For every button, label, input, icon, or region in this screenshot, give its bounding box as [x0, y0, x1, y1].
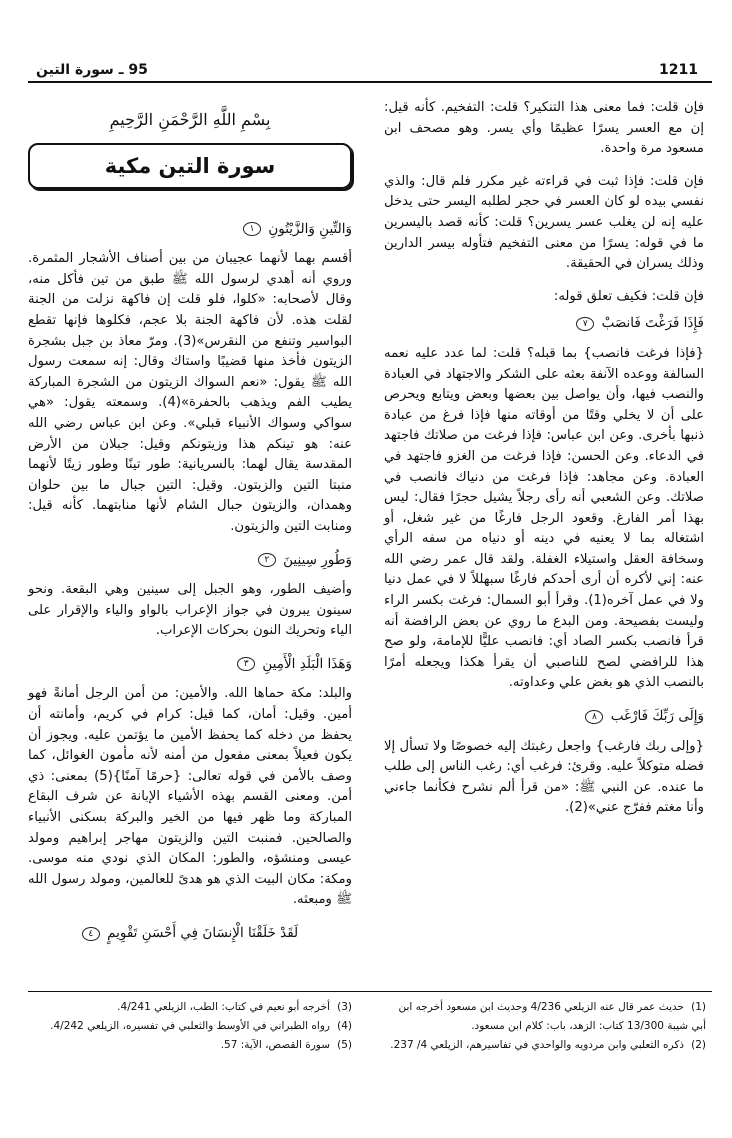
quran-verse — [28, 654, 352, 675]
footnote-rule — [28, 991, 712, 992]
paragraph: فإن قلت: فإذا ثبت في قراءته غير مكرر فلم قال: والذي نفسي بيده لو كان العسر في حجر لطلبه اليسر حتى يدخل عليه إنه لن يغلب عسر يسرين؟ قلت: كأنه قصد باليسرين ما في قوله: يسرًا من معنى التفخيم فتأوله بيسر الدارين وذلك يسران في الحقيقة. — [384, 173, 704, 272]
basmala: بِسْمِ اللَّهِ الرَّحْمَنِ الرَّحِيمِ — [109, 110, 271, 129]
footnote-number: (3) — [337, 1001, 352, 1013]
verse-text: فَإِذَا فَرَغْتَ فَانصَبْ — [601, 315, 704, 332]
verse-number: ٤ — [82, 927, 100, 941]
sura-title-box — [28, 143, 352, 189]
verse-number: ٨ — [585, 710, 603, 724]
footnote — [28, 1017, 352, 1036]
quran-verse — [28, 923, 352, 944]
verse-text: وَطُورِ سِينِينَ — [283, 551, 352, 568]
paragraph: فإن قلت: فما معنى هذا التنكير؟ قلت: التفخيم. كأنه قيل: إن مع العسر يسرًا عظيمًا وأي يسر. وهو مصحف ابن مسعود مرة واحدة. — [384, 100, 704, 157]
quran-verse — [384, 313, 704, 334]
footnote-text: رواه الطبراني في الأوسط والثعلبي في تفسيره، الزيلعي 4/242. — [50, 1020, 330, 1032]
paragraph: والبلد: مكة حماها الله. والأمين: من أمن الرجل أمانةً فهو أمين. وقيل: أمان، كما قيل: كرام في كريم، وأمانته أن يحفظ من دخله كما يحفظ الأمين ما يؤتمن عليه. ويجوز أن يكون فعيلاً بمعنى مفعول من أمنه لأنه مأمون الغوائل، كما وصف بالأمن في قوله تعالى: {حرمًا آمنًا}(5) بمعنى: ذي أمن. ومعنى القسم بهذه الأشياء الإبانة عن شرف البقاع المباركة وما ظهر فيها من الخير والبركة بسكنى الأنبياء والصالحين. فمنبت التين والزيتون مهاجر إبراهيم ومولد عيسى ومنشؤه، والطور: المكان الذي نودي منه موسى. ومكة: مكان البيت الذي هو هدىً للعالمين، ومولد رسول الله ﷺ ومبعثه. — [28, 686, 352, 908]
footnote-text: أخرجه أبو نعيم في كتاب: الطب، الزيلعي 4/241. — [117, 1001, 330, 1013]
quran-verse — [28, 219, 352, 240]
right-column — [384, 98, 704, 831]
verse-number: ١ — [243, 222, 261, 236]
verse-text: لَقَدْ خَلَقْنَا الْإِنسَانَ فِي أَحْسَنِ تَقْوِيمٍ — [107, 925, 299, 941]
quran-verse — [384, 706, 704, 727]
footnotes-right — [388, 998, 706, 1055]
paragraph: فإن قلت: فكيف تعلق قوله: — [553, 288, 704, 304]
footnote — [28, 1036, 352, 1055]
footnote-text: ذكره الثعلبي وابن مردويه والواحدي في تفاسيرهم، الزيلعي 4/ 237. — [390, 1039, 684, 1051]
sura-title: سورة التين مكية — [104, 153, 276, 178]
page-number: 1211 — [659, 62, 698, 78]
running-sura-title: 95 ـ سورة التين — [36, 62, 148, 78]
page-header — [28, 60, 712, 84]
footnote-number: (2) — [691, 1039, 706, 1051]
paragraph: وأضيف الطور، وهو الجبل إلى سينين وهي البقعة. ونحو سينون يبرون في جواز الإعراب بالواو والياء والإقرار على الياء وتحريك النون بحركات الإعراب. — [28, 582, 352, 639]
quran-verse — [28, 550, 352, 571]
verse-text: وَالتِّينِ وَالزَّيْتُونِ — [268, 220, 352, 237]
footnote — [388, 1036, 706, 1055]
verse-number: ٢ — [258, 553, 276, 567]
paragraph: {وإلى ربك فارغب} واجعل رغبتك إليه خصوصًا ولا تسأل إلا فضله متوكلاً عليه. وقرئ: فرغب أي: رغب الناس إلى طلب ما عنده. عن النبي ﷺ: «من قرأ ألم نشرح فكأنما جاءني وأنا مغتم ففرّج عني»(2). — [384, 738, 704, 816]
footnote-text: سورة القصص، الآية: 57. — [220, 1039, 330, 1051]
paragraph: أقسم بهما لأنهما عجيبان من بين أصناف الأشجار المثمرة. وروي أنه أهدي لرسول الله ﷺ طبق من تين فأكل منه، وقال لأصحابه: «كلوا، فلو قلت إن فاكهة نزلت من الجنة لقلت هذه. لأن فاكهة الجنة بلا عجم، فكلوها فإنها تقطع البواسير وتنفع من النقرس»(3). ومرّ معاذ بن جبل بشجرة الزيتون فأخذ منها قضيبًا واستاك وقال: إنه سمعت رسول الله ﷺ يقول: «نعم السواك الزيتون من الشجرة المباركة يطيب الفم ويذهب بالحفرة»(4). وسمعته يقول: «هي سواكي وسواك الأنبياء قبلي». وعن ابن عباس رضي الله عنه: هو تينكم هذا وزيتونكم وقيل: جبلان من الأرض المقدسة يقال لهما: بالسريانية: طور تينًا وطور زيتًا لأنهما منبتا التين والزيتون. وقيل: التين جبال ما بين حلوان وهمدان، والزيتون جبال الشام لأنها منابتهما. كأنه قيل: ومنابت التين والزيتون. — [28, 251, 353, 534]
verse-number: ٧ — [576, 317, 594, 331]
verse-text: وَهَذَا الْبَلَدِ الْأَمِينِ — [262, 655, 352, 672]
left-column — [28, 110, 352, 954]
paragraph: {فإذا فرغت فانصب} بما قبله؟ قلت: لما عدد عليه نعمه السالفة ووعده الآنفة بعثه على الشكر والاجتهاد في العبادة والنصب فيها، وأن يواصل بين بعضها وبعض ويتابع ويحرص على أن لا يخلي وقتًا من أوقاته منها فإذا فرغ من عبادة ذنبها بأخرى. وعن ابن عباس: فإذا فرغت من صلاتك فاجتهد في الدعاء. وعن الحسن: فإذا فرغت من الغزو فاجتهد في العبادة. وعن مجاهد: فإذا فرغت من دنياك فانصب في صلاتك. وعن الشعبي أنه رأى رجلاً يشيل حجرًا فقال: ليس بهذا أمر الفارغ. وقعود الرجل فارغًا من غير شغل، أو اشتغاله بما لا يعنيه في دينه أو دنياه من سفه الرأي وسخافة العقل واستيلاء الغفلة. ولقد قال عمر رضي الله عنه: إني لأكره أن أرى أحدكم فارغًا سبهللاً لا في عمل دنيا ولا في عمل آخره(1). وقرأ أبو السمال: فرغت بكسر الراء وليست بفصيحة. ومن البدع ما روي عن بعض الرافضة أنه قرأ فانصب بكسر الصاد أي: فانصب عليًّا للإمامة، ولو صح هذا للرافضي لصح للناصبي أن يقرأ هكذا ويجعله أمرًا بالنصب الذي هو بغض علي وعداوته. — [384, 345, 704, 691]
footnote — [388, 998, 706, 1036]
verse-number: ٣ — [237, 657, 255, 671]
footnotes-left — [28, 998, 352, 1055]
footnote-number: (4) — [337, 1020, 352, 1032]
footnote-text: حديث عمر قال عنه الزيلعي 4/236 وحديث ابن مسعود أخرجه ابن أبي شيبة 13/300 كتاب: الزهد، باب: كلام ابن مسعود. — [398, 1001, 706, 1032]
footnote — [28, 998, 352, 1017]
footnote-number: (5) — [337, 1039, 352, 1051]
header-rule — [28, 81, 712, 83]
verse-text: وَإِلَى رَبِّكَ فَارْغَب — [610, 708, 704, 725]
footnote-number: (1) — [691, 1001, 706, 1013]
